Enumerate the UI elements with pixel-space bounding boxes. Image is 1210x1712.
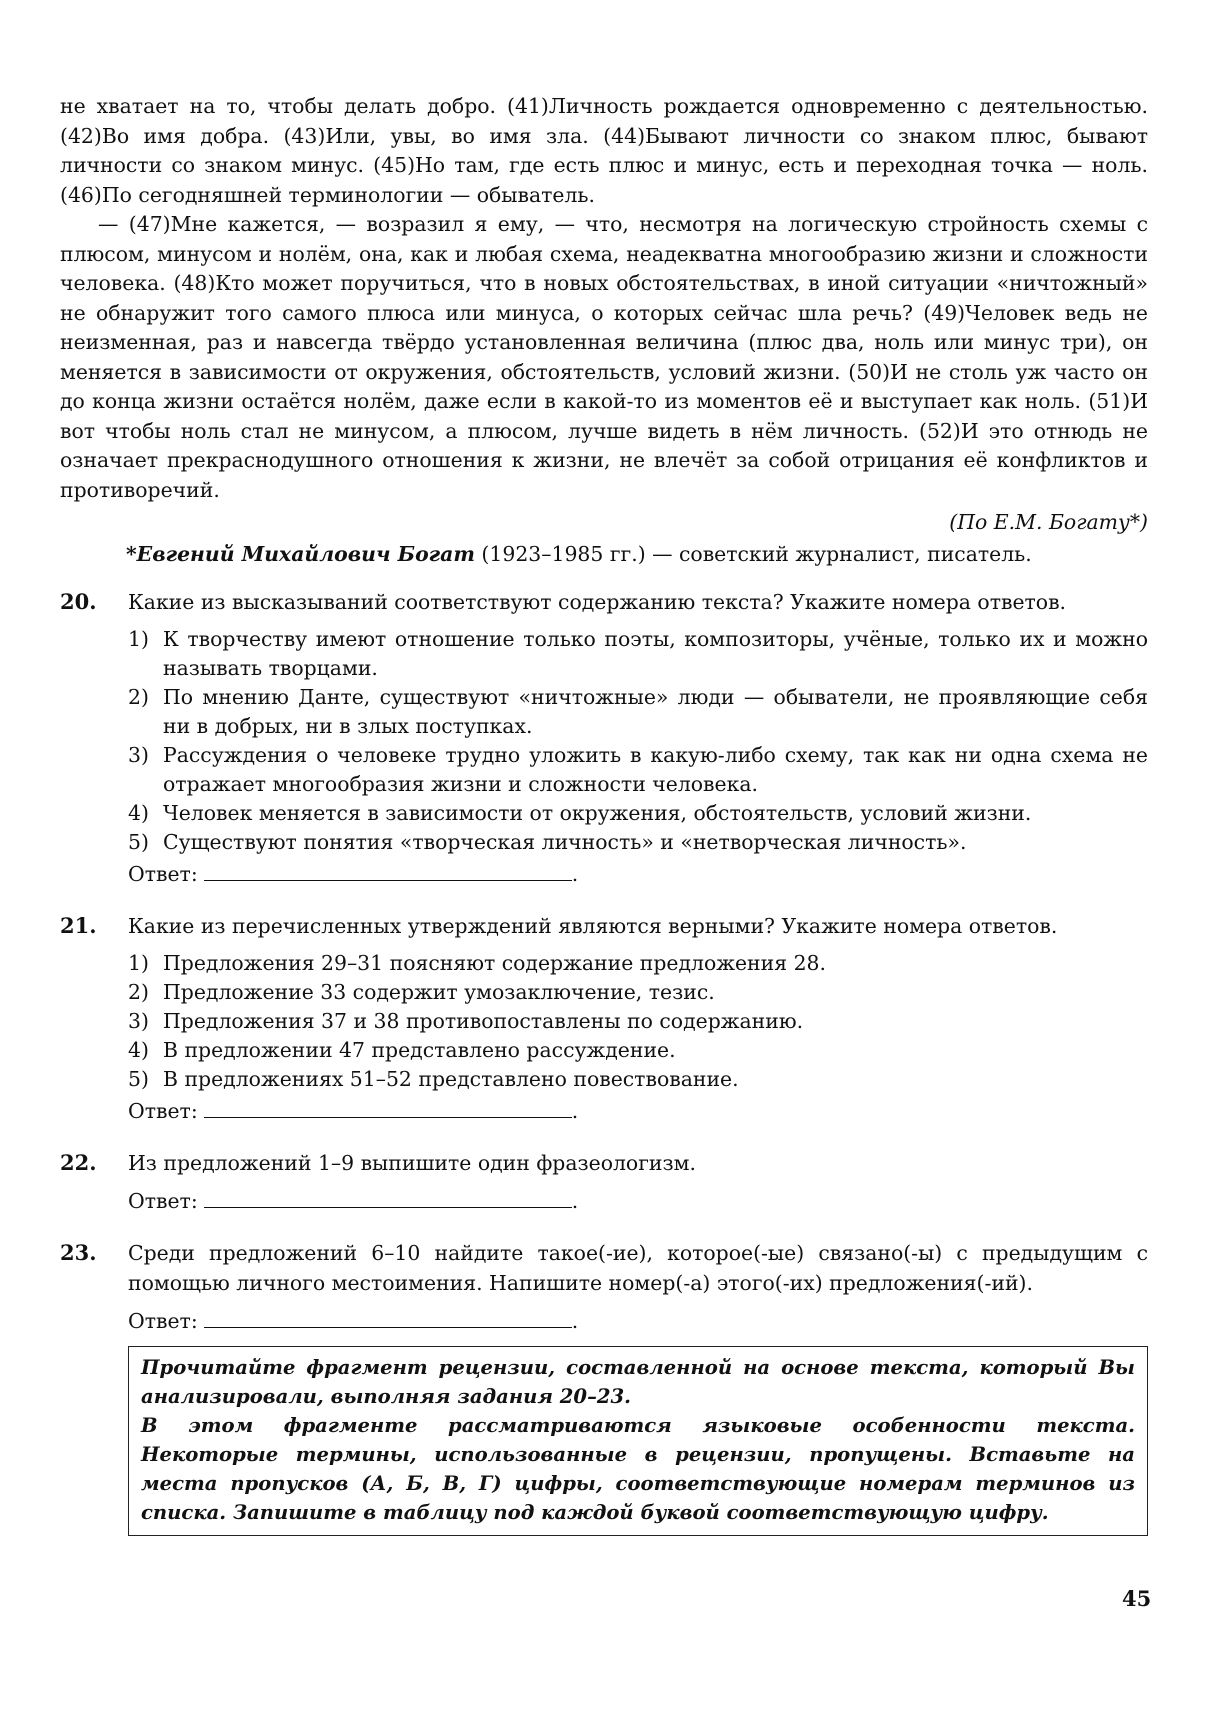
footnote-text: (1923–1985 гг.) — советский журналист, писатель. [474,542,1032,566]
answer-label: Ответ: [128,1189,198,1213]
option-item [128,1007,1148,1036]
option-text: Рассуждения о человеке трудно уложить в какую-либо схему, так как ни одна схема не отражает многообразия жизни и сложности человека. [163,743,1148,796]
option-text: Существуют понятия «творческая личность» и «нетворческая личность». [163,830,967,854]
task-number: 22. [60,1150,97,1175]
option-number: 1) [128,951,149,975]
option-item [128,799,1148,828]
option-text: Предложения 37 и 38 противопоставлены по содержанию. [163,1009,804,1033]
answer-field[interactable] [204,1099,572,1118]
instructions-line-2: В этом фрагменте рассматриваются языковые особенности текста. Некоторые термины, использованные в рецензии, пропущены. Вставьте на места пропусков (А, Б, В, Г) цифры, соответствующие номерам терминов из списка. Запишите в таблицу под каждой буквой соответствующую цифру. [141,1414,1135,1524]
option-item [128,949,1148,978]
task-question: Среди предложений 6–10 найдите такое(-ие), которое(-ые) связано(-ы) с предыдущим с помощью личного местоимения. Напишите номер(-а) этого(-их) предложения(-ий). [128,1241,1148,1295]
option-number: 5) [128,1067,149,1091]
option-item [128,1036,1148,1065]
page-number: 45 [1122,1586,1152,1611]
answer-row: Ответ: . [128,1309,579,1333]
footnote-author-name: *Евгений Михайлович Богат [126,542,475,566]
task-question: Какие из перечисленных утверждений являются верными? Укажите номера ответов. [128,914,1058,938]
option-item [128,978,1148,1007]
option-item [128,741,1148,799]
option-text: В предложении 47 представлено рассуждение. [163,1038,676,1062]
answer-field[interactable] [204,1189,572,1208]
page-content [60,92,1148,1536]
option-number: 2) [128,685,149,709]
option-text: Предложение 33 содержит умозаключение, тезис. [163,980,715,1004]
answer-label: Ответ: [128,1099,198,1123]
task-number: 21. [60,913,97,938]
answer-field[interactable] [204,862,572,881]
answer-row: Ответ: . [128,1189,579,1213]
option-number: 3) [128,1009,149,1033]
task-20 [60,587,1148,889]
option-number: 1) [128,627,149,651]
instructions-box [128,1346,1148,1536]
answer-label: Ответ: [128,1309,198,1333]
option-text: В предложениях 51–52 представлено повествование. [163,1067,739,1091]
passage-source: (По Е.М. Богату*) [949,510,1148,534]
task-23 [60,1238,1148,1336]
task-question: Какие из высказываний соответствуют содержанию текста? Укажите номера ответов. [128,590,1067,614]
option-number: 5) [128,830,149,854]
task-22 [60,1148,1148,1216]
option-text: Предложения 29–31 поясняют содержание предложения 28. [163,951,827,975]
answer-label: Ответ: [128,862,198,886]
author-footnote [126,539,1148,569]
passage-paragraph-2: — (47)Мне кажется, — возразил я ему, — что, несмотря на логическую стройность схемы с плюсом, минусом и нолём, она, как и любая схема, неадекватна многообразию жизни и сложности человека. (48)Кто может поручиться, что в новых обстоятельствах, в иной ситуации «ничтожный» не обнаружит того самого плюса или минуса, о которых сейчас шла речь? (49)Человек ведь не неизменная, раз и навсегда твёрдо установленная величина (плюс два, ноль или минус три), он меняется в зависимости от окружения, обстоятельств, условий жизни. (50)И не столь уж часто он до конца жизни остаётся нолём, даже если в какой-то из моментов её и выступает как ноль. (51)И вот чтобы ноль стал не минусом, а плюсом, лучше видеть в нём личность. (52)И это отнюдь не означает прекраснодушного отношения к жизни, не влечёт за собой отрицания её конфликтов и противоречий. [60,212,1148,502]
option-number: 4) [128,801,149,825]
option-item [128,625,1148,683]
task-21 [60,911,1148,1126]
option-item [128,1065,1148,1094]
instructions-line-1: Прочитайте фрагмент рецензии, составленной на основе текста, который Вы анализировали, выполняя задания 20–23. [141,1356,1135,1408]
option-number: 4) [128,1038,149,1062]
task-number: 23. [60,1240,97,1265]
option-item [128,828,1148,857]
answer-field[interactable] [204,1309,572,1328]
task-question: Из предложений 1–9 выпишите один фразеологизм. [128,1151,696,1175]
option-text: Человек меняется в зависимости от окружения, обстоятельств, условий жизни. [163,801,1032,825]
option-number: 2) [128,980,149,1004]
task-number: 20. [60,589,97,614]
option-text: К творчеству имеют отношение только поэты, композиторы, учёные, только их и можно называть творцами. [163,627,1148,680]
answer-row: Ответ: . [128,1099,579,1123]
option-number: 3) [128,743,149,767]
option-item [128,683,1148,741]
passage-paragraph-1: не хватает на то, чтобы делать добро. (41)Личность рождается одновременно с деятельностью. (42)Во имя добра. (43)Или, увы, во имя зла. (44)Бывают личности со знаком плюс, бывают личности со знаком минус. (45)Но там, где есть плюс и минус, есть и переходная точка — ноль. (46)По сегодняшней терминологии — обыватель. [60,94,1148,207]
answer-row: Ответ: . [128,862,579,886]
option-text: По мнению Данте, существуют «ничтожные» люди — обыватели, не проявляющие себя ни в добрых, ни в злых поступках. [163,685,1148,738]
